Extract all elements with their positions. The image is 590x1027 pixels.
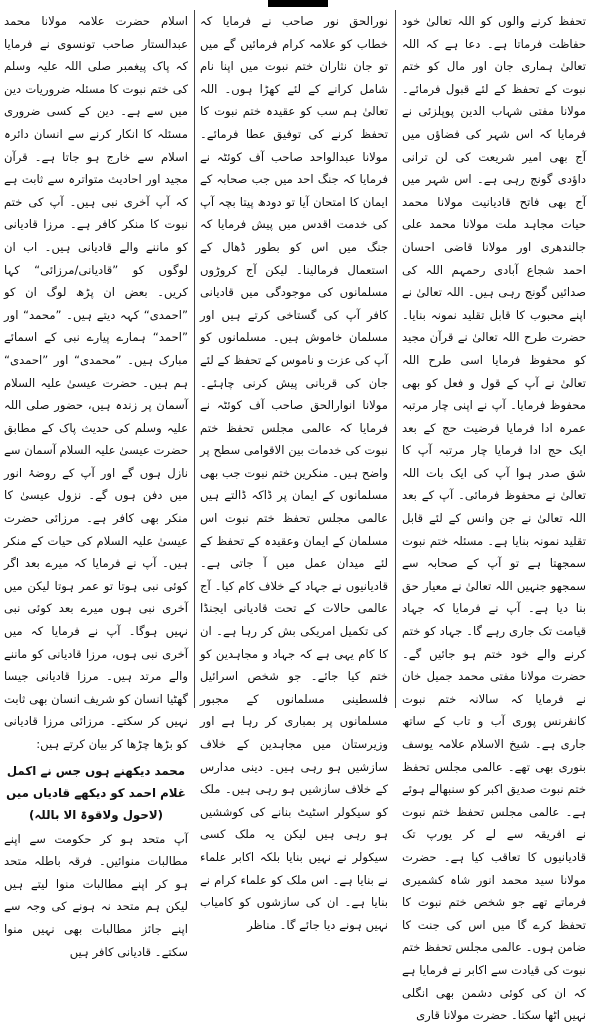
header-tab-bar [268,0,328,7]
column-left-text: اسلام حضرت علامہ مولانا محمد عبدالستار صاحب تونسوی نے فرمایا کہ پاک پیغمبر صلی اللہ علیہ وسلم کی ختم نبوت کا مسئلہ ضروریات دین میں سے ہے۔ دین کے کسی ضروری مسئلہ کا انکار کرنے سے انسان دائرہ اسلام سے خارج ہو جاتا ہے۔ قرآن مجید اور احادیث متواترہ سے ثابت ہے کہ آپ آخری نبی ہیں۔ آپ کی ختم نبوت کا منکر کافر ہے۔ مرزا قادیانی کو ماننے والے قادیانی ہیں۔ اب ان لوگوں کو ”قادیانی/مرزائی“ کہا کریں۔ بعض ان پڑھ لوگ ان کو ”احمدی“ کہہ دیتے ہیں۔ ”محمد“ اور ”احمد“ ہمارے پیارے نبی کے اسمائے مبارک ہیں۔ ”محمدی“ اور ”احمدی“ ہم ہیں۔ حضرت عیسیٰ علیہ السلام آسمان پر زندہ ہیں، حضور صلی اللہ علیہ وسلم کی حدیث پاک کے مطابق حضرت عیسیٰ علیہ السلام آسمان سے نازل ہوں گے اور آپ کے روضۂ انور میں دفن ہوں گے۔ نزول عیسیٰ کا منکر بھی کافر ہے۔ مرزائی حضرت عیسیٰ علیہ السلام کی حیات کے منکر ہیں۔ آپ نے فرمایا کہ میرے بعد اگر کوئی نبی ہوتا تو عمر ہوتا لیکن میں آخری نبی ہوں میرے بعد کوئی نبی نہیں ہوگا۔ آپ نے فرمایا کہ میں آخری نبی ہوں، مرزا قادیانی کو ماننے والے مرتد ہیں۔ مرزا قادیانی جیسا گھٹیا انسان کو شریف انسان بھی ثابت نہیں کر سکتے۔ مرزائی مرزا قادیانی کو بڑھا چڑھا کر بیان کرتے ہیں: [4,14,188,751]
column-right-text: تحفظ کرنے والوں کو اللہ تعالیٰ خود حفاظت فرماتا ہے۔ دعا ہے کہ اللہ تعالیٰ ہماری جان اور مال کو ختم نبوت کے تحفظ کے لئے قبول فرمائے۔ مولانا مفتی شہاب الدین پوپلزئی نے فرمایا کہ اس شہر کی فضاؤں میں آج بھی امیر شریعت کی لن ترانی داؤدی گونج رہی ہے۔ اس شہر میں آج بھی فاتح قادیانیت مولانا محمد حیات مجاہد ملت مولانا محمد علی جالندھری اور مولانا قاضی احسان احمد شجاع آبادی رحمہم اللہ کی صدائیں گونج رہی ہیں۔ اللہ تعالیٰ نے اپنے محبوب کا قابل تقلید نمونہ بنایا۔ حضرت طرح اللہ تعالیٰ نے قرآن مجید کو محفوظ فرمایا اسی طرح اللہ تعالیٰ نے آپ کے قول و فعل کو بھی محفوظ فرمایا۔ آپ نے اپنی چار مرتبہ عمرہ ادا فرمایا فرضیت حج کے بعد ایک حج ادا فرمایا چار مرتبہ آپ کا شق صدر ہوا آپ کی ایک بات اللہ تعالیٰ نے محفوظ فرمائی۔ آپ کے بعد اللہ تعالیٰ نے جن وانس کے لئے قابل تقلید نمونہ بنایا ہے۔ مسئلہ ختم نبوت سمجھتا ہے تو آپ کے صحابہ سے سمجھو جنہیں اللہ تعالیٰ نے معیار حق بنا دیا ہے۔ آپ نے فرمایا کہ جہاد قیامت تک جاری رہے گا۔ جہاد کو ختم کرنے والے خود ختم ہو جائیں گے۔ حضرت مولانا مفتی محمد جمیل خان نے فرمایا کہ سالانہ ختم نبوت کانفرنس پوری آب و تاب کے ساتھ جاری ہے۔ شیخ الاسلام علامہ یوسف بنوری بھی تھے۔ عالمی مجلس تحفظ ختم نبوت صدیق اکبر کو سنبھالے ہوئے ہے۔ عالمی مجلس تحفظ ختم نبوت نے افریقہ سے لے کر یورپ تک قادیانیوں کا تعاقب کیا ہے۔ حضرت مولانا سید محمد انور شاہ کشمیری فرماتے تھے جو شخص ختم نبوت کا تحفظ کرے گا میں اس کی جنت کا ضامن ہوں۔ عالمی مجلس تحفظ ختم نبوت کی قیادت سے اکابر نے فرمایا ہے کہ ان کی کوئی دشمن بھی انگلی نہیں اٹھا سکتا۔ حضرت مولانا قاری [402,14,586,1023]
poem-block [4,760,188,826]
column-middle-text: نورالحق نور صاحب نے فرمایا کہ خطاب کو علامہ کرام فرمائیں گے میں تو جان نثاران ختم نبوت میں اپنا نام شامل کرانے کے لئے کھڑا ہوں۔ اللہ تعالیٰ ہم سب کو عقیدہ ختم نبوت کا تحفظ کرنے کی توفیق عطا فرمائے۔ مولانا عبدالواحد صاحب آف کوئٹہ نے فرمایا کہ جنگ احد میں جب صحابہ کے ایمان کا امتحان آیا تو دودھ پیتا بچہ آپ کی خدمت اقدس میں پیش فرمایا کہ جنگ میں اس کو بطور ڈھال کے استعمال فرمالینا۔ لیکن آج کروڑوں مسلمانوں کی موجودگی میں قادیانی کافر آپ کی گستاخی کرتے ہیں اور مسلمان خاموش ہیں۔ مسلمانوں کو آپ کی عزت و ناموس کے تحفظ کے لئے جان کی قربانی پیش کرنی چاہئے۔ مولانا انوارالحق صاحب آف کوئٹہ نے فرمایا کہ عالمی مجلس تحفظ ختم نبوت کی خدمات بین الاقوامی سطح پر واضح ہیں۔ منکرین ختم نبوت جب بھی مسلمانوں کے ایمان پر ڈاکہ ڈالتے ہیں عالمی مجلس تحفظ ختم نبوت اس مسلمان کے ایمان وعقیدہ کے تحفظ کے لئے میدان عمل میں آ جاتی ہے۔ قادیانیوں نے جہاد کے خلاف کام کیا۔ آج عالمی حالات کے تحت قادیانی ایجنڈا کی تکمیل امریکی بش کر رہا ہے۔ ان کا کام یہی ہے کہ جہاد و مجاہدین کو ختم کیا جائے۔ جو شخص اسرائیل فلسطینی مسلمانوں کے مجبور مسلمانوں پر بمباری کر رہا ہے اور وزیرستان میں مجاہدین کے خلاف سازشیں ہو رہی ہیں۔ دینی مدارس کے خلاف سازشیں ہو رہی ہیں۔ ملک کو سیکولر اسٹیٹ بنانے کی کوششیں ہو رہی ہیں لیکن یہ ملک کسی سیکولر نے نہیں بنایا بلکہ اکابر علماء نے بنایا ہے۔ اس ملک کو علماء کرام نے بنایا ہے۔ ان کی سازشوں کو کامیاب نہیں ہونے دیا جائے گا۔ مناظر [200,14,388,932]
column-divider-left [194,10,195,708]
poem-line-3: (لاحول ولاقوۃ الا باللہ) [28,807,164,822]
column-left-bottom-text: آپ متحد ہو کر حکومت سے اپنے مطالبات منوائیں۔ فرقہ باطلہ متحد ہو کر اپنے مطالبات منوا لیتے ہیں لیکن ہم متحد نہ ہونے کی وجہ سے اپنے جائز مطالبات بھی نہیں منوا سکتے۔ قادیانی کافر ہیں [4,831,188,959]
poem-line-2: غلام احمد کو دیکھے قادیاں میں [6,785,186,800]
column-divider-right [395,10,396,708]
poem-line-1: محمد دیکھنے ہوں جس نے اکمل [6,763,186,778]
column-left [4,10,188,959]
column-right [402,10,586,1023]
column-middle [200,10,388,932]
